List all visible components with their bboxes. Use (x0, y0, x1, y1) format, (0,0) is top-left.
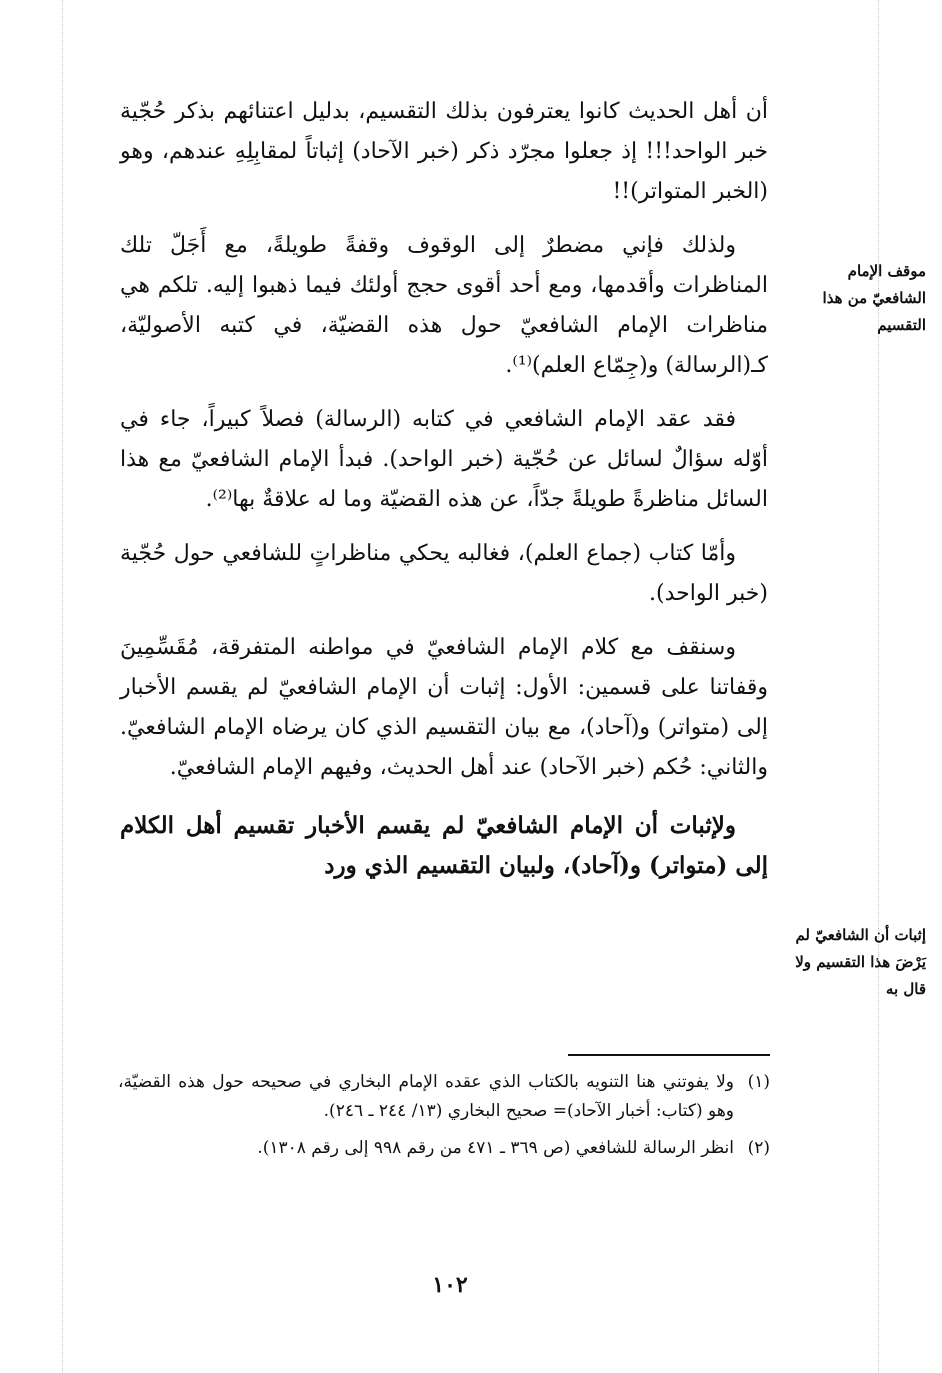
footnote-number: (٢) (747, 1138, 770, 1158)
footnote (118, 1134, 770, 1163)
page-number: ١٠٢ (432, 1272, 468, 1298)
footnote-text: انظر الرسالة للشافعي (ص ٣٦٩ ـ ٤٧١ من رقم ٩٩٨ إلى رقم ١٣٠٨). (257, 1138, 734, 1158)
margin-note: إثبات أن الشافعيّ لم يَرْضَ هذا التقسيم ولا قال به (795, 926, 926, 998)
paragraph: ولإثبات أن الإمام الشافعيّ لم يقسم الأخبار تقسيم أهل الكلام إلى (متواتر) و(آحاد)، ولبيان التقسيم الذي ورد (120, 812, 768, 879)
scan-artifact-line (878, 0, 879, 1373)
footnote-text: ولا يفوتني هنا التنويه بالكتاب الذي عقده الإمام البخاري في صحيحه حول هذه القضيّة، وهو (كتاب: أخبار الآحاد)= صحيح البخاري (١٣/ ٢٤٤ ـ ٢٤٦). (118, 1072, 734, 1121)
footnote (118, 1068, 770, 1126)
paragraph: وأمّا كتاب (جماع العلم)، فغالبه يحكي مناظراتٍ للشافعي حول حُجّية (خبر الواحد). (120, 541, 768, 606)
paragraph: أن أهل الحديث كانوا يعترفون بذلك التقسيم، بدليل اعتنائهم بذكر حُجّية خبر الواحد!!! إذ جعلوا مجرّد ذكر (خبر الآحاد) إثباتاً لمقابِلِهِ عندهم، وهو (الخبر المتواتر)!! (120, 99, 768, 204)
margin-note: موقف الإمام الشافعيّ من هذا التقسيم (822, 262, 926, 334)
main-text (120, 92, 768, 900)
paragraph: وسنقف مع كلام الإمام الشافعيّ في مواطنه المتفرقة، مُقَسِّمِينَ وقفاتنا على قسمين: الأول: إثبات أن الإمام الشافعيّ لم يقسم الأخبار إلى (متواتر) و(آحاد)، مع بيان التقسيم الذي كان يرضاه الإمام الشافعيّ. والثاني: حُكم (خبر الآحاد) عند أهل الحديث، وفيهم الإمام الشافعيّ. (120, 635, 768, 780)
footnotes (118, 1068, 770, 1171)
scan-artifact-line (62, 0, 63, 1373)
paragraph: ولذلك فإني مضطرٌ إلى الوقوف وقفةً طويلةً، مع أَجَلّ تلك المناظرات وأقدمها، ومع أحد أقوى حجج أولئك فيما ذهبوا إليه. تلكم هي مناظرات الإمام الشافعيّ حول هذه القضيّة، في كتبه الأصوليّة، كـ(الرسالة) و(جِمّاع العلم)⁽¹⁾. (120, 233, 768, 378)
paragraph: فقد عقد الإمام الشافعي في كتابه (الرسالة) فصلاً كبيراً، جاء في أوّله سؤالٌ لسائل عن حُجّية (خبر الواحد). فبدأ الإمام الشافعيّ مع هذا السائل مناظرةً طويلةً جدّاً، عن هذه القضيّة وما له علاقةٌ بها⁽²⁾. (120, 407, 768, 512)
footnote-divider (568, 1054, 770, 1056)
footnote-number: (١) (747, 1072, 770, 1092)
